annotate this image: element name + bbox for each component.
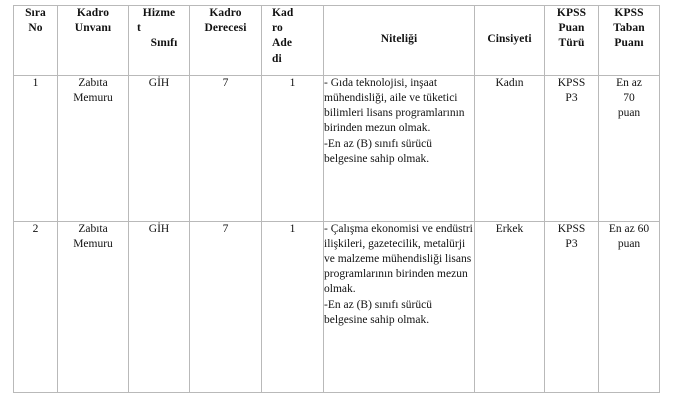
cell-kadro-adedi: 1 xyxy=(262,222,324,393)
niteligi-paragraph: - Çalışma ekonomisi ve endüstri ilişkileri, gazetecilik, metalürji ve malzeme mühendisliği lisans programlarının birinden mezun olmak. xyxy=(324,223,473,295)
header-line: Puan xyxy=(558,22,585,35)
table-row xyxy=(14,76,660,222)
cell-line: KPSS xyxy=(557,77,586,89)
header-line: Hizme xyxy=(142,7,176,19)
cell-line-group xyxy=(545,76,598,106)
cell-kpss-taban-puani xyxy=(599,76,660,222)
cell-line-group xyxy=(58,222,128,252)
header-line: t xyxy=(137,22,141,35)
niteligi-paragraph: -En az (B) sınıfı sürücü belgesine sahip olmak. xyxy=(324,298,432,326)
header-row xyxy=(14,6,660,76)
cell-line-group xyxy=(58,76,128,106)
cell-line: puan xyxy=(617,237,641,250)
column-header-kpss-taban-puani xyxy=(599,6,660,76)
header-line: Türü xyxy=(558,37,585,50)
header-line: Taban xyxy=(613,22,645,35)
cell-kpss-puan-turu xyxy=(545,76,599,222)
column-header-cinsiyeti xyxy=(475,6,545,76)
column-header-kadro-unvani xyxy=(58,6,129,76)
header-line: Sıra xyxy=(25,7,46,19)
cell-line: P3 xyxy=(565,91,578,104)
cell-line: Memuru xyxy=(73,91,113,104)
header-line: Cinsiyeti xyxy=(487,33,532,45)
niteligi-paragraph: - Gıda teknolojisi, inşaat mühendisliği, aile ve tüketici bilimleri lisans programlarının birinden mezun olmak. xyxy=(324,77,465,134)
column-header-niteligi xyxy=(324,6,475,76)
cell-hizmet-sinifi: GİH xyxy=(129,76,190,222)
header-line: ro xyxy=(272,22,283,35)
header-line: KPSS xyxy=(614,7,644,19)
cell-line: puan xyxy=(617,106,641,119)
cell-sira-no: 2 xyxy=(14,222,58,393)
column-header-kadro-adedi xyxy=(262,6,324,76)
cell-line: 70 xyxy=(623,91,635,104)
cell-niteligi xyxy=(324,222,475,393)
header-line: Puanı xyxy=(614,37,644,50)
cell-kpss-puan-turu xyxy=(545,222,599,393)
cell-kadro-adedi: 1 xyxy=(262,76,324,222)
cell-line: KPSS xyxy=(557,223,586,235)
column-header-kpss-puan-turu xyxy=(545,6,599,76)
cell-line-group xyxy=(599,76,659,121)
cell-kadro-unvani xyxy=(58,76,129,222)
header-line: Unvanı xyxy=(74,22,112,35)
cell-kadro-derecesi: 7 xyxy=(190,222,262,393)
cell-cinsiyeti: Erkek xyxy=(475,222,545,393)
cell-line-group xyxy=(545,222,598,252)
header-line: Kad xyxy=(272,7,294,19)
cell-line: Zabıta xyxy=(78,223,108,235)
cell-line: Memuru xyxy=(73,237,113,250)
header-line: di xyxy=(272,52,282,65)
cell-cinsiyeti: Kadın xyxy=(475,76,545,222)
table-header xyxy=(14,6,660,76)
cell-line: P3 xyxy=(565,237,578,250)
table-body xyxy=(14,76,660,393)
cell-line-group xyxy=(599,222,659,252)
kadro-ilani-table xyxy=(13,5,660,393)
cell-hizmet-sinifi: GİH xyxy=(129,222,190,393)
cell-kadro-unvani xyxy=(58,222,129,393)
cell-line: Zabıta xyxy=(78,77,108,89)
cell-niteligi xyxy=(324,76,475,222)
cell-line: En az 60 xyxy=(608,223,650,235)
cell-kpss-taban-puani xyxy=(599,222,660,393)
header-line: Niteliği xyxy=(380,33,418,45)
column-header-hizmet-sinifi xyxy=(129,6,190,76)
header-line: Kadro xyxy=(209,7,242,19)
header-line: Kadro xyxy=(76,7,110,19)
cell-line: En az xyxy=(616,77,642,89)
cell-sira-no: 1 xyxy=(14,76,58,222)
header-line: No xyxy=(28,22,43,35)
header-line: Sınıfı xyxy=(150,37,178,50)
cell-kadro-derecesi: 7 xyxy=(190,76,262,222)
header-line: Derecesi xyxy=(204,22,247,35)
column-header-sira-no xyxy=(14,6,58,76)
column-header-kadro-derecesi xyxy=(190,6,262,76)
table-row xyxy=(14,222,660,393)
header-line: KPSS xyxy=(556,7,587,19)
niteligi-paragraph: -En az (B) sınıfı sürücü belgesine sahip olmak. xyxy=(324,137,432,165)
header-line: Ade xyxy=(272,37,293,50)
